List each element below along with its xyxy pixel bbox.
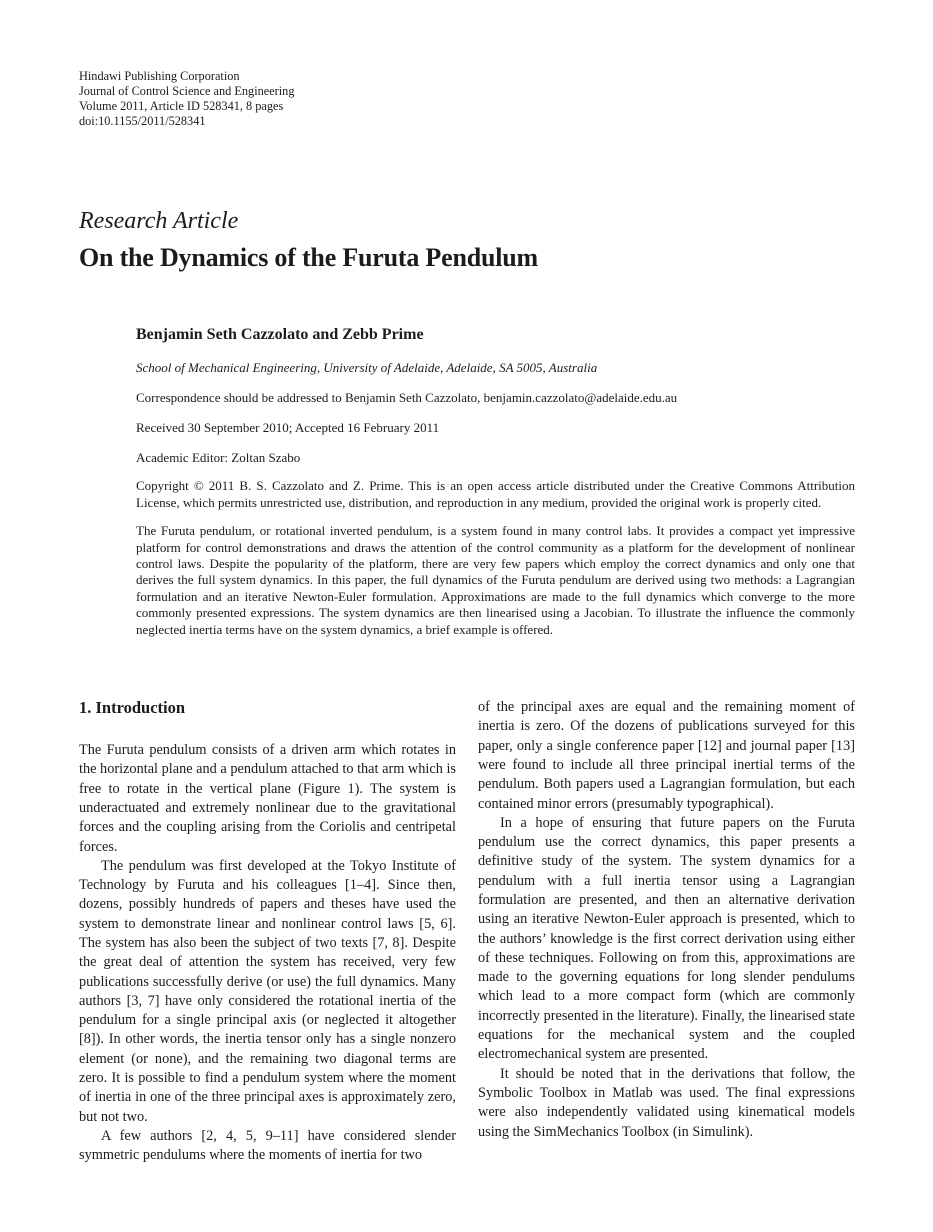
- left-column: [79, 698, 456, 1166]
- article-type-label: Research Article: [79, 208, 239, 234]
- right-column: [478, 698, 855, 1166]
- paragraph: In a hope of ensuring that future papers on the Furuta pendulum use the correct dynamics, this paper presents a definitive study of the system. The system dynamics for a pendulum with a full inertia tensor using a Lagrangian formulation are presented, and then an alternative derivation using an iterative Newton-Euler approach is presented, which to the authors’ knowledge is the first correct derivation using either of these techniques. Following on from this, approximations are made to the governing equations for long slender pendulums which lead to a more compact form (which are commonly incorrectly presented in the literature). Finally, the linearised state equations for the mechanical system and the coupled electromechanical system are presented.: [478, 814, 855, 1063]
- article-title: On the Dynamics of the Furuta Pendulum: [79, 243, 538, 272]
- academic-editor: Academic Editor: Zoltan Szabo: [136, 450, 301, 465]
- section-heading-introduction: 1. Introduction: [79, 698, 186, 718]
- paragraph: A few authors [2, 4, 5, 9–11] have considered slender symmetric pendulums where the moments of inertia for two: [79, 1127, 456, 1164]
- paragraph: of the principal axes are equal and the remaining moment of inertia is zero. Of the dozens of publications surveyed for this paper, only a single conference paper [12] and journal paper [13] were found to include all three principal inertial terms of the pendulum. Both papers used a Lagrangian formulation, but each contained minor errors (presumably typographical).: [478, 699, 855, 812]
- publisher-name: Hindawi Publishing Corporation: [79, 69, 240, 83]
- publisher-block: [79, 69, 855, 129]
- journal-name: Journal of Control Science and Engineering: [79, 84, 295, 98]
- paragraph: The pendulum was first developed at the Tokyo Institute of Technology by Furuta and his colleagues [1–4]. Since then, dozens, possibly hundreds of papers and theses have used the system to demonstrate linear and nonlinear control laws [5, 6]. The system has also been the subject of two texts [7, 8]. Despite the great deal of attention the system has received, very few publications successfully derive (or use) the full dynamics. Many authors [3, 7] have only considered the rotational inertia of the pendulum for a single principal axis (or neglected it altogether [8]). In other words, the inertia tensor only has a single nonzero element (or none), and the remaining two diagonal terms are zero. It is possible to find a pendulum system where the moment of inertia in one of the three principal axes is approximately zero, but not two.: [79, 857, 456, 1125]
- paragraph: It should be noted that in the derivations that follow, the Symbolic Toolbox in Matlab was used. The final expressions were also independently validated using kinematical models using the SimMechanics Toolbox (in Simulink).: [478, 1065, 855, 1140]
- author-names: Benjamin Seth Cazzolato and Zebb Prime: [136, 326, 424, 343]
- doi: doi:10.1155/2011/528341: [79, 114, 206, 128]
- abstract-text: The Furuta pendulum, or rotational inverted pendulum, is a system found in many control labs. It provides a compact yet impressive platform for control demonstrations and draws the attention of the control community as a platform for the development of nonlinear control laws. Despite the popularity of the platform, there are very few papers which employ the correct dynamics and only one that derives the full system dynamics. In this paper, the full dynamics of the Furuta pendulum are derived using two methods: a Lagrangian formulation and an iterative Newton-Euler formulation. Approximations are made to the full dynamics which converge to the more commonly presented expressions. The system dynamics are then linearised using a Jacobian. To illustrate the influence the commonly neglected inertia terms have on the system dynamics, a brief example is offered.: [136, 523, 855, 637]
- copyright-notice: Copyright © 2011 B. S. Cazzolato and Z. Prime. This is an open access article distributed under the Creative Commons Attribution License, which permits unrestricted use, distribution, and reproduction in any medium, provided the original work is properly cited.: [136, 478, 855, 510]
- affiliation: School of Mechanical Engineering, University of Adelaide, Adelaide, SA 5005, Australia: [136, 360, 598, 375]
- volume-article-info: Volume 2011, Article ID 528341, 8 pages: [79, 99, 284, 113]
- title-block: [79, 207, 855, 273]
- received-accepted-dates: Received 30 September 2010; Accepted 16 February 2011: [136, 420, 440, 435]
- correspondence-line: Correspondence should be addressed to Benjamin Seth Cazzolato, benjamin.cazzolato@adelaide.edu.au: [136, 390, 678, 405]
- article-body: [79, 698, 855, 1166]
- article-meta: [136, 325, 855, 638]
- paragraph: The Furuta pendulum consists of a driven arm which rotates in the horizontal plane and a pendulum attached to that arm which is free to rotate in the vertical plane (Figure 1). The system is underactuated and extremely nonlinear due to the gravitational forces and the coupling arising from the Coriolis and centripetal forces.: [79, 742, 456, 855]
